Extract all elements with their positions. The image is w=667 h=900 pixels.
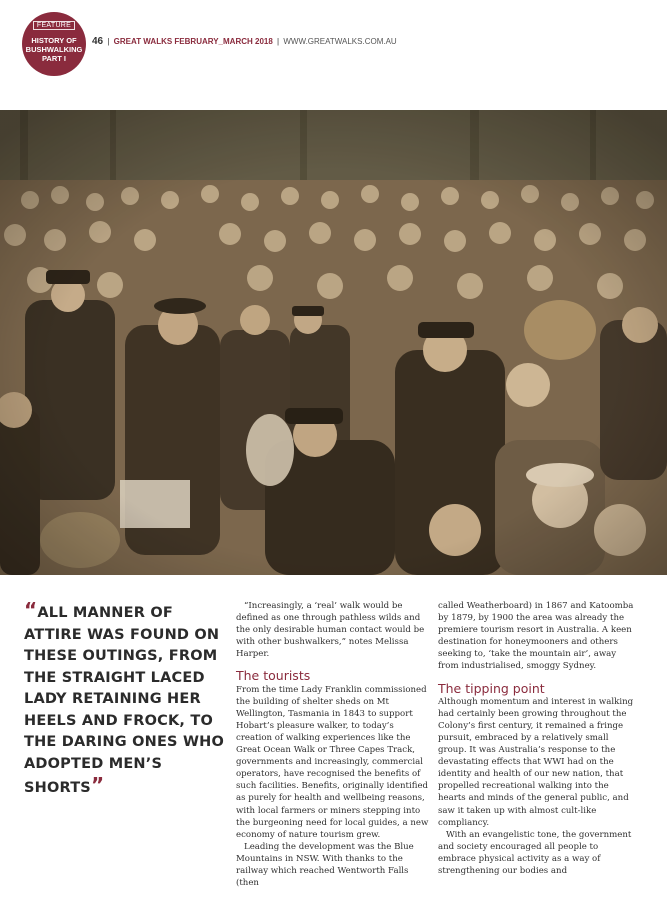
- subheading-tourists: The tourists: [236, 668, 311, 684]
- pull-quote-text: ALL MANNER OF ATTIRE WAS FOUND ON THESE OUTINGS, FROM THE STRAIGHT LACED LADY RETAINING HER HEELS AND FROCK, TO THE DARING ONES WHO ADOPTED MEN’S SHORTS: [24, 605, 224, 796]
- pull-quote: [24, 600, 224, 800]
- paragraph: From the time Lady Franklin commissioned the building of shelter sheds on Mt Wellington, Tasmania in 1843 to support Hobart’s pleasure walker, to today’s creation of walking experiences like the Great Ocean Walk or Three Capes Track, governments and increasingly, commercial operators, have recognised the benefits of such facilities. Benefits, originally identified as purely for health and wellbeing reasons, with local farmers or miners stepping into the burgeoning need for local guides, a new economy of nature tourism grew.: [236, 684, 429, 840]
- feature-label: FEATURE: [22, 22, 86, 29]
- page-folio: [92, 36, 397, 47]
- folio-divider: |: [107, 37, 110, 46]
- website-url: WWW.GREATWALKS.COM.AU: [283, 37, 397, 46]
- page-number: 46: [92, 36, 104, 47]
- magazine-issue: GREAT WALKS FEBRUARY_MARCH 2018: [113, 37, 273, 46]
- paragraph: Although momentum and interest in walking had certainly been growing throughout the Colony’s first century, it remained a fringe pursuit, embraced by a relatively small group. It was Australia’s response to the devastating effects that WWI had on the identity and health of our new nation, that propelled recreational walking into the hearts and minds of the general public, and saw it taken up with almost cult-like compliancy.: [438, 696, 634, 828]
- subheading-tipping-point: The tipping point: [438, 680, 545, 696]
- paragraph: With an evangelistic tone, the government and society encouraged all people to embrace physical activity as a way of strengthening our bodies and: [438, 829, 632, 876]
- section-title-line2: BUSHWALKING: [25, 45, 83, 54]
- article-column-2: [438, 600, 634, 877]
- article-column-1: [236, 600, 432, 889]
- paragraph: called Weatherboard) in 1867 and Katoomba by 1879, by 1900 the area was already the premiere tourism resort in Australia. A keen destination for honeymooners and others seeking to, ‘take the mountain air’, away from industrialised, smoggy Sydney.: [438, 601, 634, 672]
- paragraph: Leading the development was the Blue Mountains in NSW. With thanks to the railway which reached Wentworth Falls (then: [236, 841, 414, 889]
- section-badge: [22, 12, 86, 76]
- close-quote-mark: ”: [90, 773, 105, 797]
- crowd-photo: [0, 110, 667, 575]
- paragraph: “Increasingly, a ‘real’ walk would be defined as one through pathless wilds and the only desirable human contact would be with other bushwalkers,” notes Melissa Harper.: [236, 601, 425, 660]
- section-title-line3: PART I: [41, 54, 67, 63]
- open-quote-mark: “: [24, 598, 38, 622]
- folio-divider-2: |: [277, 37, 280, 46]
- section-title: [22, 36, 86, 63]
- section-title-line1: HISTORY OF: [31, 36, 77, 45]
